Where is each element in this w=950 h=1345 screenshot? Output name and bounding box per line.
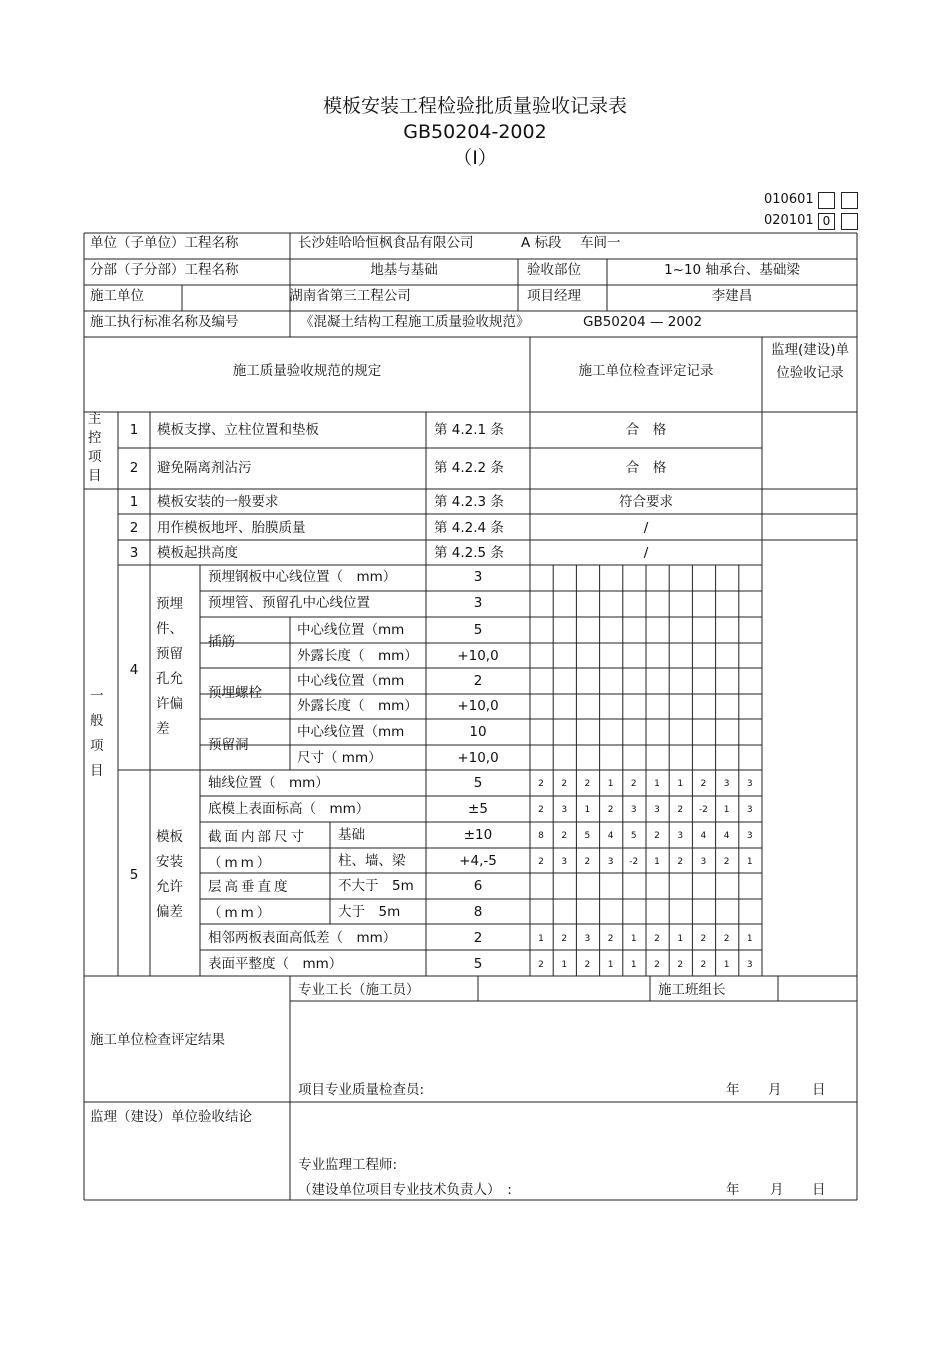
measurement-value: 3 [654, 805, 660, 815]
measurement-value: 1 [723, 805, 730, 815]
measurement-value: 2 [538, 779, 544, 789]
measurement-value: 3 [723, 779, 730, 789]
measurement-value: 2 [700, 779, 707, 789]
measurement-value: 3 [561, 805, 568, 815]
measurement-value: 2 [607, 934, 614, 944]
measurement-value: 1 [654, 857, 660, 867]
supervisor-column: 监理(建设)单位验收记录 [770, 342, 850, 381]
item4-bolt-b-value: +10,0 [457, 698, 499, 714]
measurement-value: 2 [584, 857, 591, 867]
general-item-1-clause: 第 4.2.3 条 [434, 494, 504, 510]
measurement-value: 2 [677, 960, 684, 970]
item4-rebar-a-value: 5 [473, 622, 483, 638]
unit-label: 单位（子单位）工程名称 [90, 235, 239, 251]
item5-r2-value: ±5 [468, 801, 488, 817]
measurement-value: 2 [654, 934, 660, 944]
general-item-2-clause: 第 4.2.4 条 [434, 520, 504, 536]
item5-r7: 相邻两板表面高低差（ mm） [208, 930, 397, 946]
measurement-value: 2 [677, 857, 684, 867]
sub-label: 分部（子分部）工程名称 [90, 262, 239, 278]
item5-group: 模板安装允许偏差 [156, 829, 183, 920]
code-1: 010601 [764, 192, 814, 207]
general-item-3-name: 模板起拱高度 [157, 545, 238, 561]
sub-value: 地基与基础 [370, 262, 438, 278]
measurement-value: 2 [607, 805, 614, 815]
team-label: 施工班组长 [658, 982, 726, 998]
item5-r8: 表面平整度（ mm） [208, 956, 343, 972]
std-label: 施工执行标准名称及编号 [90, 314, 239, 330]
item4-group: 预埋件、预留孔允许偏差 [156, 596, 183, 737]
measurement-value: 2 [677, 805, 684, 815]
measurement-value: 2 [654, 831, 660, 841]
engineer-label: 专业监理工程师: [298, 1157, 398, 1173]
std-value: 《混凝土结构工程施工质量验收规范》 [300, 314, 530, 330]
day-label-2: 日 [812, 1182, 826, 1198]
doc-part: （Ⅰ） [453, 147, 497, 169]
measurement-value: 1 [607, 779, 614, 789]
item5-level-b: 大于 5m [338, 904, 401, 920]
measurement-value: 1 [538, 934, 544, 944]
item5-section: 截面内部尺寸（mm） [208, 829, 307, 871]
measurement-value: 2 [723, 934, 730, 944]
measurement-value: 2 [538, 960, 544, 970]
general-item-1-name: 模板安装的一般要求 [157, 494, 279, 510]
manager-label: 项目经理 [527, 288, 581, 304]
general-item-2-name: 用作模板地坪、胎膜质量 [157, 520, 306, 536]
general-item-3-no: 3 [129, 545, 139, 561]
inspector-label: 项目专业质量检查员: [298, 1082, 425, 1098]
doc-title: 模板安装工程检验批质量验收记录表 [322, 95, 627, 117]
item5-level-a: 不大于 5m [338, 878, 414, 894]
general-item-2-result: / [643, 520, 649, 536]
measurement-value: 3 [746, 805, 753, 815]
measurement-value: 3 [561, 857, 568, 867]
item5-level-a-value: 6 [473, 878, 483, 894]
measurement-value: 1 [630, 960, 637, 970]
measurement-value: 8 [538, 831, 544, 841]
measurement-value: 2 [700, 960, 707, 970]
measurement-value: 1 [677, 934, 684, 944]
item4-no: 4 [129, 662, 139, 678]
measurement-value: 1 [654, 779, 660, 789]
measurement-value: 1 [630, 934, 637, 944]
item5-section-b-value: +4,-5 [459, 853, 497, 869]
item4-rebar-b: 外露长度（ mm） [297, 648, 418, 664]
measurement-value: 3 [607, 857, 614, 867]
measurement-value: 2 [584, 779, 591, 789]
main-group-label: 主控项目 [88, 411, 102, 484]
code-2: 020101 [764, 213, 814, 228]
measurement-value: 2 [538, 805, 544, 815]
measurement-value: 3 [584, 934, 591, 944]
spec-column: 施工质量验收规范的规定 [232, 363, 382, 379]
item4-r1: 预埋钢板中心线位置（ mm） [208, 569, 397, 585]
item4-bolt-a: 中心线位置（mm [297, 673, 405, 689]
measurement-value: 4 [723, 831, 730, 841]
general-item-1-no: 1 [129, 494, 139, 510]
measurement-value: 3 [630, 805, 637, 815]
measurement-value: 1 [584, 805, 591, 815]
accept-value: 1~10 轴承台、基础梁 [664, 262, 800, 278]
general-group-label: 一般项目 [90, 688, 104, 779]
item5-r8-value: 5 [473, 956, 483, 972]
owner-rep-label: （建设单位项目专业技术负责人） : [298, 1182, 512, 1198]
constructor-value: 湖南省第三工程公司 [289, 288, 411, 304]
record-column: 施工单位检查评定记录 [578, 363, 714, 379]
month-label-2: 月 [770, 1182, 784, 1198]
main-item-2-no: 2 [129, 460, 139, 476]
measurement-value: 1 [561, 960, 568, 970]
supervise-label: 监理（建设）单位验收结论 [90, 1109, 252, 1125]
measurement-value: 2 [561, 779, 568, 789]
measurement-value: 5 [630, 831, 637, 841]
item5-r1: 轴线位置（ mm） [208, 775, 329, 791]
year-label: 年 [726, 1082, 740, 1098]
month-label: 月 [768, 1082, 782, 1098]
measurement-value: 1 [677, 779, 684, 789]
item4-rebar-b-value: +10,0 [457, 648, 499, 664]
measurement-value: 2 [723, 857, 730, 867]
item5-no: 5 [129, 867, 139, 883]
item4-r1-value: 3 [473, 569, 483, 585]
measurement-value: 2 [538, 857, 544, 867]
check-result-label: 施工单位检查评定结果 [90, 1032, 225, 1048]
main-item-1-clause: 第 4.2.1 条 [434, 422, 504, 438]
measurement-value: 3 [746, 779, 753, 789]
foreman-label: 专业工长（施工员） [298, 982, 420, 998]
unit-workshop: 车间一 [580, 235, 621, 251]
unit-section: A 标段 [521, 235, 562, 251]
general-item-3-clause: 第 4.2.5 条 [434, 545, 504, 561]
main-item-2-result: 合 格 [625, 460, 667, 476]
measurement-value: 5 [584, 831, 591, 841]
day-label: 日 [812, 1082, 826, 1098]
main-item-1-name: 模板支撑、立柱位置和垫板 [157, 422, 319, 438]
item4-rebar: 插筋 [208, 634, 235, 650]
item4-hole-a: 中心线位置（mm [297, 724, 405, 740]
item4-r2: 预埋管、预留孔中心线位置 [208, 595, 370, 611]
measurement-value: 2 [584, 960, 591, 970]
measurement-value: 3 [700, 857, 707, 867]
measurement-value: 4 [607, 831, 614, 841]
measurement-value: 2 [700, 934, 707, 944]
item5-r2: 底模上表面标高（ mm） [208, 801, 370, 817]
measurement-value: 1 [723, 960, 730, 970]
manager-value: 李建昌 [711, 288, 753, 304]
code-box: 0 [818, 213, 835, 230]
item4-bolt-b: 外露长度（ mm） [297, 698, 418, 714]
constructor-label: 施工单位 [90, 288, 144, 304]
measurement-value: 2 [654, 960, 660, 970]
item4-hole: 预留洞 [208, 737, 249, 753]
measurement-value: 2 [561, 934, 568, 944]
item4-hole-b: 尺寸（ mm） [297, 750, 382, 766]
measurement-value: 1 [746, 857, 753, 867]
item4-bolt-a-value: 2 [473, 673, 483, 689]
general-item-2-no: 2 [129, 520, 139, 536]
measurement-value: 1 [746, 934, 753, 944]
item5-level: 层高垂直度（mm） [208, 879, 291, 921]
general-item-1-result: 符合要求 [619, 494, 673, 510]
doc-standard: GB50204-2002 [403, 121, 547, 143]
item5-r1-value: 5 [473, 775, 483, 791]
measurement-value: 4 [700, 831, 707, 841]
main-item-1-result: 合 格 [625, 422, 667, 438]
item4-bolt: 预埋螺栓 [208, 685, 262, 701]
accept-label: 验收部位 [527, 262, 581, 278]
main-item-2-name: 避免隔离剂沾污 [157, 460, 252, 476]
measurement-value: 2 [630, 779, 637, 789]
year-label-2: 年 [726, 1182, 740, 1198]
measurement-value: 3 [746, 831, 753, 841]
item5-section-a-value: ±10 [463, 827, 493, 843]
item4-hole-b-value: +10,0 [457, 750, 499, 766]
item5-section-a: 基础 [338, 827, 365, 843]
unit-value: 长沙娃哈哈恒枫食品有限公司 [298, 235, 474, 251]
item5-r7-value: 2 [473, 930, 483, 946]
measurement-value: 2 [561, 831, 568, 841]
std-code: GB50204 — 2002 [583, 314, 703, 330]
item5-level-b-value: 8 [473, 904, 483, 920]
item4-hole-a-value: 10 [469, 724, 487, 740]
main-item-2-clause: 第 4.2.2 条 [434, 460, 504, 476]
measurement-value: 1 [607, 960, 614, 970]
item5-section-b: 柱、墙、梁 [338, 853, 406, 869]
general-item-3-result: / [643, 545, 649, 561]
measurement-value: 3 [677, 831, 684, 841]
measurement-value: -2 [629, 857, 639, 867]
item4-r2-value: 3 [473, 595, 483, 611]
measurement-value: -2 [698, 805, 708, 815]
item4-rebar-a: 中心线位置（mm [297, 622, 405, 638]
main-item-1-no: 1 [129, 422, 139, 438]
measurement-value: 3 [746, 960, 753, 970]
